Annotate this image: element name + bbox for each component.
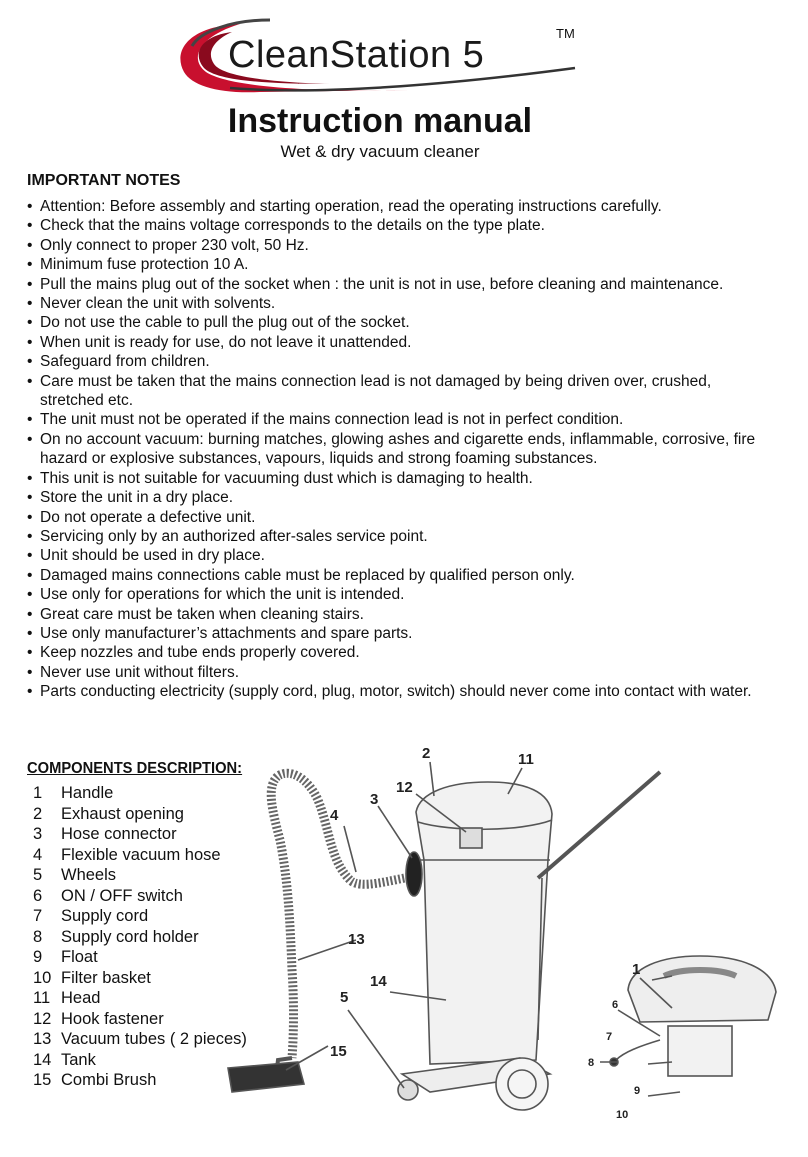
note-item: • Damaged mains connections cable must be replaced by qualified person only. — [27, 566, 767, 585]
callout-12: 12 — [396, 779, 413, 796]
vacuum-cleaner-diagram — [220, 740, 790, 1150]
component-item — [33, 947, 247, 968]
component-number: 12 — [33, 1009, 52, 1028]
component-label: Supply cord holder — [61, 927, 199, 946]
component-number: 5 — [33, 866, 43, 884]
callout-9: 9 — [634, 1085, 641, 1097]
component-label: ON / OFF switch — [61, 886, 183, 905]
page-subtitle: Wet & dry vacuum cleaner — [280, 142, 480, 161]
component-item — [33, 906, 247, 927]
note-item: • Do not operate a defective unit. — [27, 508, 767, 527]
callout-6: 6 — [612, 999, 619, 1011]
note-item: • Pull the mains plug out of the socket when : the unit is not in use, before cleaning and maintenance. — [27, 275, 767, 294]
hose-connector-illustration — [406, 852, 422, 896]
note-item: • Only connect to proper 230 volt, 50 Hz. — [27, 236, 767, 255]
brand-logo — [170, 12, 590, 98]
callout-8: 8 — [588, 1057, 595, 1069]
component-label: Float — [61, 948, 98, 966]
component-item — [33, 968, 247, 989]
note-item: • Servicing only by an authorized after-sales service point. — [27, 527, 767, 546]
component-item — [33, 927, 247, 948]
component-number: 6 — [33, 886, 43, 905]
component-label: Head — [61, 989, 101, 1007]
component-number: 1 — [33, 784, 43, 802]
note-item: • Keep nozzles and tube ends properly covered. — [27, 643, 767, 662]
callout-4: 4 — [330, 807, 339, 824]
callout-10: 10 — [616, 1109, 629, 1121]
note-item: • Attention: Before assembly and starting operation, read the operating instructions carefully. — [27, 197, 767, 216]
note-item: • Use only manufacturer’s attachments and spare parts. — [27, 624, 767, 643]
important-notes-list — [27, 197, 767, 702]
component-label: Vacuum tubes ( 2 pieces) — [61, 1030, 247, 1048]
wheel-illustration — [496, 1058, 548, 1110]
component-label: Exhaust opening — [61, 804, 184, 823]
note-item: • Safeguard from children. — [27, 352, 767, 371]
component-item — [33, 804, 247, 825]
component-number: 13 — [33, 1030, 52, 1048]
callout-2: 2 — [422, 745, 431, 762]
component-item — [33, 865, 247, 886]
callout-7: 7 — [606, 1031, 613, 1043]
note-item: • Unit should be used in dry place. — [27, 546, 767, 565]
components-heading: COMPONENTS DESCRIPTION: — [27, 760, 243, 777]
important-notes-heading: IMPORTANT NOTES — [27, 172, 181, 189]
component-number: 11 — [33, 989, 51, 1007]
components-list — [33, 783, 247, 1091]
component-label: Flexible vacuum hose — [61, 845, 221, 864]
component-label: Tank — [61, 1050, 96, 1069]
callout-11: 11 — [518, 751, 534, 768]
component-number: 15 — [33, 1071, 52, 1089]
callout-3: 3 — [370, 791, 379, 808]
component-label: Combi Brush — [61, 1071, 157, 1089]
component-item — [33, 988, 247, 1009]
note-item: • Never use unit without filters. — [27, 663, 767, 682]
component-item — [33, 1050, 247, 1071]
tank-illustration — [416, 782, 552, 1064]
page-title: Instruction manual — [227, 102, 533, 140]
note-item: • Never clean the unit with solvents. — [27, 294, 767, 313]
note-item: • Parts conducting electricity (supply cord, plug, motor, switch) should never come into contact with water. — [27, 682, 767, 701]
component-number: 8 — [33, 927, 43, 946]
callout-15: 15 — [330, 1043, 347, 1060]
note-item: • Do not use the cable to pull the plug out of the socket. — [27, 313, 767, 332]
note-item: • Care must be taken that the mains connection lead is not damaged by being driven over, crushed, stretched etc. — [27, 372, 767, 411]
callout-13: 13 — [348, 931, 365, 948]
component-number: 4 — [33, 845, 43, 864]
component-item — [33, 783, 247, 804]
component-number: 14 — [33, 1050, 52, 1069]
component-item — [33, 1009, 247, 1030]
note-item: • Store the unit in a dry place. — [27, 488, 767, 507]
note-item: • Check that the mains voltage corresponds to the details on the type plate. — [27, 216, 767, 235]
note-item: • This unit is not suitable for vacuuming dust which is damaging to health. — [27, 469, 767, 488]
note-item: • On no account vacuum: burning matches, glowing ashes and cigarette ends, inflammable, corrosive, fire hazard or explosive substances, vapours, liquids and strong foaming substances. — [27, 430, 767, 469]
hose-illustration — [271, 773, 416, 1058]
component-number: 2 — [33, 804, 43, 823]
component-item — [33, 845, 247, 866]
component-number: 9 — [33, 948, 43, 966]
component-number: 7 — [33, 907, 43, 925]
logo-name: CleanStation 5 — [228, 34, 485, 76]
note-item: • Minimum fuse protection 10 A. — [27, 255, 767, 274]
component-label: Hook fastener — [61, 1009, 164, 1028]
component-label: Wheels — [61, 866, 117, 884]
component-item — [33, 1070, 247, 1091]
component-number: 10 — [33, 968, 52, 987]
component-label: Hose connector — [61, 825, 177, 843]
note-item: • Great care must be taken when cleaning stairs. — [27, 605, 767, 624]
callout-5: 5 — [340, 989, 349, 1006]
float-illustration — [668, 1026, 732, 1076]
callout-1: 1 — [632, 961, 641, 978]
component-number: 3 — [33, 825, 43, 843]
component-item — [33, 1029, 247, 1050]
note-item: • The unit must not be operated if the mains connection lead is not in perfect condition. — [27, 410, 767, 429]
note-item: • When unit is ready for use, do not leave it unattended. — [27, 333, 767, 352]
component-label: Handle — [61, 784, 114, 802]
component-item — [33, 824, 247, 845]
component-label: Filter basket — [61, 968, 151, 987]
component-label: Supply cord — [61, 907, 149, 925]
note-item: • Use only for operations for which the unit is intended. — [27, 585, 767, 604]
callout-14: 14 — [370, 973, 387, 990]
trademark-mark: TM — [556, 26, 575, 41]
component-item — [33, 886, 247, 907]
head-illustration — [628, 956, 776, 1022]
